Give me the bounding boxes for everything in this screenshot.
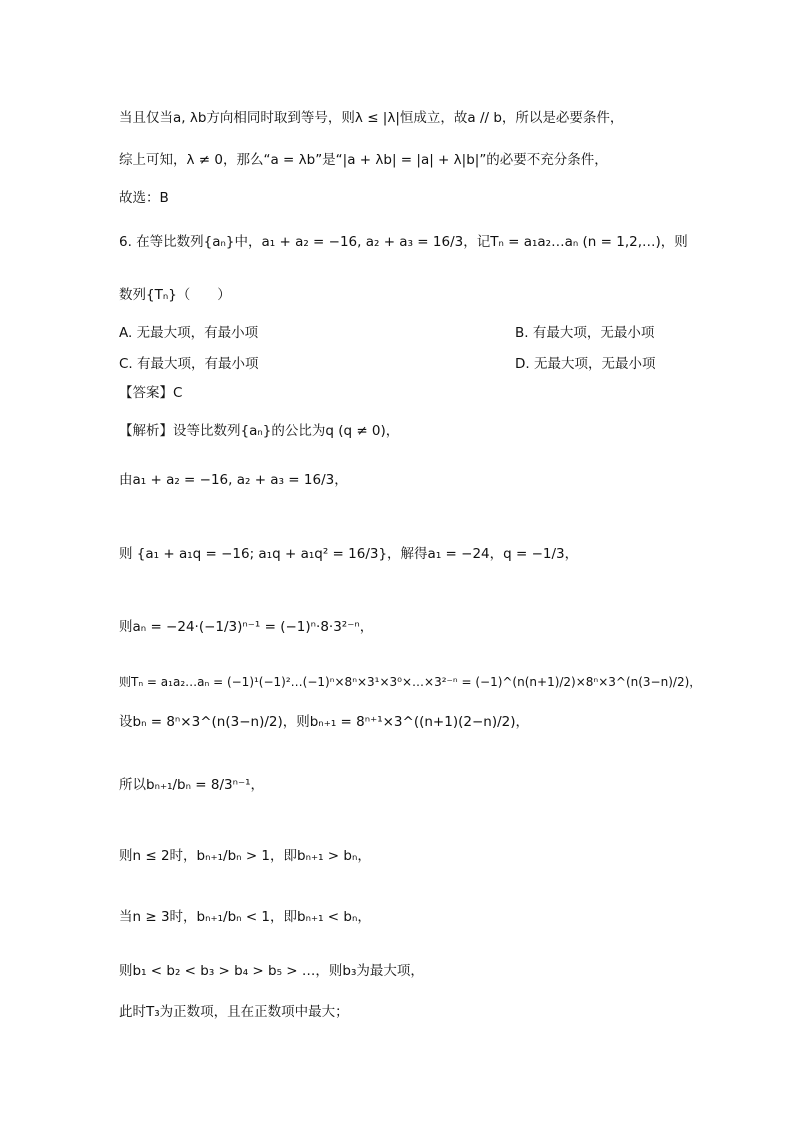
option-a: A. 无最大项，有最小项 (119, 325, 259, 341)
step-general-term: 则aₙ = −24·(−1/3)ⁿ⁻¹ = (−1)ⁿ·8·3²⁻ⁿ， (119, 619, 374, 635)
step-product: 则Tₙ = a₁a₂…aₙ = (−1)¹(−1)²…(−1)ⁿ×8ⁿ×3¹×3⁰×…×3²⁻ⁿ = (−1)^(n(n+1)/2)×8ⁿ×3^(n(3−n)/2)， (119, 675, 702, 689)
step-ratio: 所以bₙ₊₁/bₙ = 8/3ⁿ⁻¹， (119, 777, 265, 793)
question-6-stem-cont: 数列{Tₙ}（ ） (119, 287, 231, 303)
answer-label: 【答案】C (119, 385, 183, 401)
line-conclusion: 综上可知，λ ≠ 0，那么“a = λb”是“|a + λb| = |a| + λ|b|”的必要不充分条件， (119, 152, 608, 168)
step-monotonic: 则b₁ < b₂ < b₃ > b₄ > b₅ > …，则b₃为最大项， (119, 963, 424, 979)
question-6-stem: 6. 在等比数列{aₙ}中，a₁ + a₂ = −16, a₂ + a₃ = 16/3，记Tₙ = a₁a₂…aₙ (n = 1,2,…)，则 (119, 234, 688, 250)
line-equality-condition: 当且仅当a, λb方向相同时取到等号，则λ ≤ |λ|恒成立，故a // b，所以是必要条件， (119, 110, 624, 126)
line-choice: 故选：B (119, 190, 169, 206)
step-system: 则 {a₁ + a₁q = −16; a₁q + a₁q² = 16/3}，解得a₁ = −24，q = −1/3， (119, 546, 579, 562)
step-given: 由a₁ + a₂ = −16, a₂ + a₃ = 16/3， (119, 472, 348, 488)
analysis-intro: 【解析】设等比数列{aₙ}的公比为q (q ≠ 0)， (119, 423, 400, 439)
option-d: D. 无最大项，无最小项 (515, 356, 656, 372)
step-define-b: 设bₙ = 8ⁿ×3^(n(3−n)/2)，则bₙ₊₁ = 8ⁿ⁺¹×3^((n+1)(2−n)/2)， (119, 714, 529, 730)
step-n-ge-3: 当n ≥ 3时，bₙ₊₁/bₙ < 1，即bₙ₊₁ < bₙ， (119, 909, 371, 925)
option-b: B. 有最大项，无最小项 (515, 325, 655, 341)
step-t3-max: 此时T₃为正数项，且在正数项中最大； (119, 1004, 349, 1020)
step-n-le-2: 则n ≤ 2时，bₙ₊₁/bₙ > 1，即bₙ₊₁ > bₙ， (119, 848, 371, 864)
option-c: C. 有最大项，有最小项 (119, 356, 259, 372)
